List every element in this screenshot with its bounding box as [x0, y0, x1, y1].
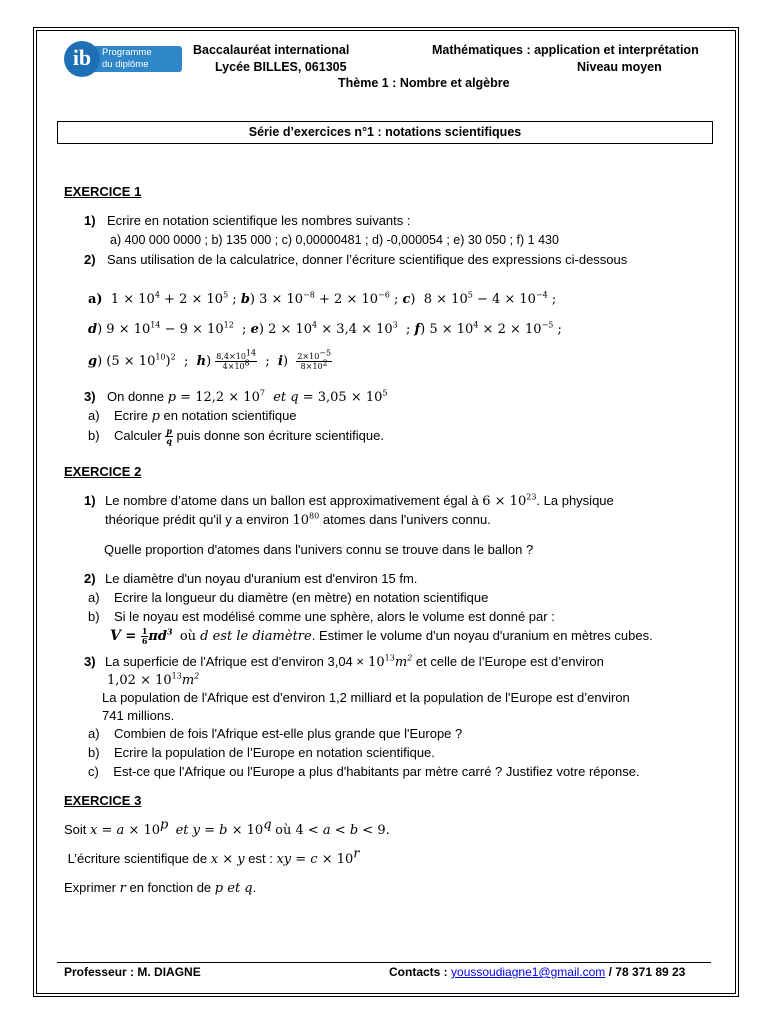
ex3-heading: EXERCICE 3	[64, 793, 142, 808]
ex2-q3-num: 3)	[84, 654, 96, 669]
ex3-l1: Soit	[64, 822, 87, 837]
ex2-q2-formula: V = $\frac{1}{6}$ $\pi d^3$ où d est le diamètre. Estimer le volume d'un noyau d'uranium en mètres cubes.	[110, 626, 653, 646]
ex1-q1-num: 1)	[84, 213, 96, 228]
ex2-q3-qb-text: Ecrire la population de l’Europe en notation scientifique.	[114, 745, 435, 760]
ex1-expr-line3: g) $(5 \times 10^{10})^2$ ; h) $\frac{8,4\times 10^{14}}{4\times 10^8}$ ; i) $\frac{2\times 10^{-5}}{8\times 10^2}$	[88, 348, 332, 371]
ex2-q2-a-text: Ecrire la longueur du diamètre (en mètre) en notation scientifique	[114, 590, 489, 605]
theme: Thème 1 : Nombre et algèbre	[338, 76, 510, 90]
ex2-q1-line1: Le nombre d’atome dans un ballon est approximativement égal à $6 \times 10^{23}$. La physique	[105, 492, 614, 509]
ex2-q3-b: et celle de l’Europe est d’environ	[415, 654, 604, 669]
ex1-q3-b-text2: puis donne son écriture scientifique.	[176, 427, 384, 443]
ex3-line2: L’écriture scientifique de x × y est : xy = $c \times 10^r$	[67, 846, 360, 867]
ex1-q2: Sans utilisation de la calculatrice, donner l’écriture scientifique des expressions ci-dessous	[107, 252, 628, 267]
ex1-expr-line2: d) $9 \times 10^{14} - 9 \times 10^{12}$ ; e) $2 \times 10^4 \times 3,4 \times 10^3$ ; f) $5 \times 10^4 \times 2 \times 10^{-5}$ ;	[88, 320, 562, 337]
subject: Mathématiques : application et interprétation	[432, 43, 699, 57]
ex1-q3-a: a) Ecrire p en notation scientifique	[88, 408, 297, 424]
ex2-q3-qc-text: Est-ce que l'Afrique ou l'Europe a plus d'habitants par mètre carré ? Justifiez votre réponse.	[113, 764, 640, 779]
contacts	[389, 965, 685, 979]
ex1-q2-num: 2)	[84, 252, 96, 267]
ex3-l2b: est :	[248, 851, 273, 866]
ex2-q3-line1: La superficie de l'Afrique est d'environ $3,04 \times 10^{13}m^2$ et celle de l’Europe est d’environ	[105, 653, 604, 670]
ex2-q1-num: 1)	[84, 493, 96, 508]
professor-label: Professeur : M. DIAGNE	[64, 965, 201, 979]
ex1-q3: On donne $p = 12,2 \times 10^7$ et $q = 3,05 \times 10^5$	[107, 388, 388, 405]
ex2-q2-b-text: Si le noyau est modélisé comme une sphère, alors le volume est donné par :	[114, 609, 555, 624]
ex2-q3-qb: b) Ecrire la population de l’Europe en notation scientifique.	[88, 745, 435, 760]
ex1-q3-b-text: Calculer	[114, 427, 162, 443]
logo-band	[86, 46, 182, 72]
ex2-q1-line2: théorique prédit qu'il y a environ $10^{80}$ atomes dans l'univers connu.	[105, 511, 491, 528]
ex2-q3-line4: 741 millions.	[102, 708, 175, 723]
ex2-q2: Le diamètre d'un noyau d'uranium est d'environ 15 fm.	[105, 571, 418, 586]
ex2-q2-b: b) Si le noyau est modélisé comme une sphère, alors le volume est donné par :	[88, 609, 555, 624]
ex1-heading: EXERCICE 1	[64, 184, 142, 199]
email-link[interactable]: youssoudiagne1@gmail.com	[451, 965, 606, 979]
ex3-l3: Exprimer	[64, 880, 117, 895]
ex2-q1-a: Le nombre d’atome dans un ballon est approximativement égal à	[105, 493, 479, 508]
level: Niveau moyen	[577, 60, 662, 74]
ex2-q2-b-text2: . Estimer le volume d'un noyau d'uranium en mètres cubes.	[311, 627, 653, 643]
ex2-q3-line2: $1,02 \times 10^{13}m^2$	[107, 671, 200, 688]
logo-text-1: Programme	[102, 47, 152, 58]
school-title: Baccalauréat international	[193, 43, 350, 57]
ex1-q3-a-text2: en notation scientifique	[163, 408, 297, 423]
ex2-q1-question: Quelle proportion d'atomes dans l'univers connu se trouve dans le ballon ?	[104, 542, 534, 557]
ex2-q3-a: La superficie de l'Afrique est d'environ 3,04 ×	[105, 654, 364, 669]
ib-logo	[64, 41, 182, 77]
ex2-q1-c: théorique prédit qu'il y a environ	[105, 512, 289, 527]
ex1-q1-items: a) 400 000 0000 ; b) 135 000 ; c) 0,00000481 ; d) -0,000054 ; e) 30 050 ; f) 1 430	[110, 233, 559, 247]
ex2-q1-b: . La physique	[536, 493, 614, 508]
ex2-q3-qa-text: Combien de fois l'Afrique est-elle plus grande que l'Europe ?	[114, 726, 463, 741]
ib-circle-icon: ib	[64, 41, 100, 77]
phone-number: / 78 371 89 23	[608, 965, 686, 979]
series-title: Série d’exercices n°1 : notations scientifiques	[57, 121, 713, 144]
ex1-q3-b: b) Calculer $\frac{p}{q}$ puis donne son écriture scientifique.	[88, 426, 384, 446]
contacts-label: Contacts :	[389, 965, 448, 979]
ex1-expr-line1: a) $1 \times 10^4 + 2 \times 10^5$ ; b) $3 \times 10^{-8} + 2 \times 10^{-6}$ ; c) $8 \times 10^5 - 4 \times 10^{-4}$ ;	[88, 290, 557, 307]
ex3-line1: Soit $x = a \times 10^p$ et $y = b \times 10^q$ où 4 < a < b < 9.	[64, 817, 390, 838]
ex2-q3-qc: c) Est-ce que l'Afrique ou l'Europe a plus d'habitants par mètre carré ? Justifiez votre réponse.	[88, 764, 640, 779]
ex1-q1: Ecrire en notation scientifique les nombres suivants :	[107, 213, 411, 228]
ex2-q3-qa: a) Combien de fois l'Afrique est-elle plus grande que l'Europe ?	[88, 726, 463, 741]
ex3-l2: L’écriture scientifique de	[67, 851, 208, 866]
ex2-q1-d: atomes dans l'univers connu.	[322, 512, 491, 527]
ex2-heading: EXERCICE 2	[64, 464, 142, 479]
ex3-l3b: en fonction de	[129, 880, 212, 895]
footer-divider	[57, 962, 711, 963]
ex1-q3-a-text: Ecrire	[114, 408, 148, 423]
ex3-line3: Exprimer r en fonction de p et q.	[64, 880, 257, 896]
ex2-q2-a: a) Ecrire la longueur du diamètre (en mètre) en notation scientifique	[88, 590, 489, 605]
logo-text-2: du diplôme	[102, 59, 149, 70]
school-name: Lycée BILLES, 061305	[215, 60, 347, 74]
ex2-q3-line3: La population de l'Afrique est d'environ 1,2 milliard et la population de l'Europe est d’environ	[102, 690, 630, 705]
ex1-q3-num: 3)	[84, 389, 96, 404]
ex2-q2-num: 2)	[84, 571, 96, 586]
